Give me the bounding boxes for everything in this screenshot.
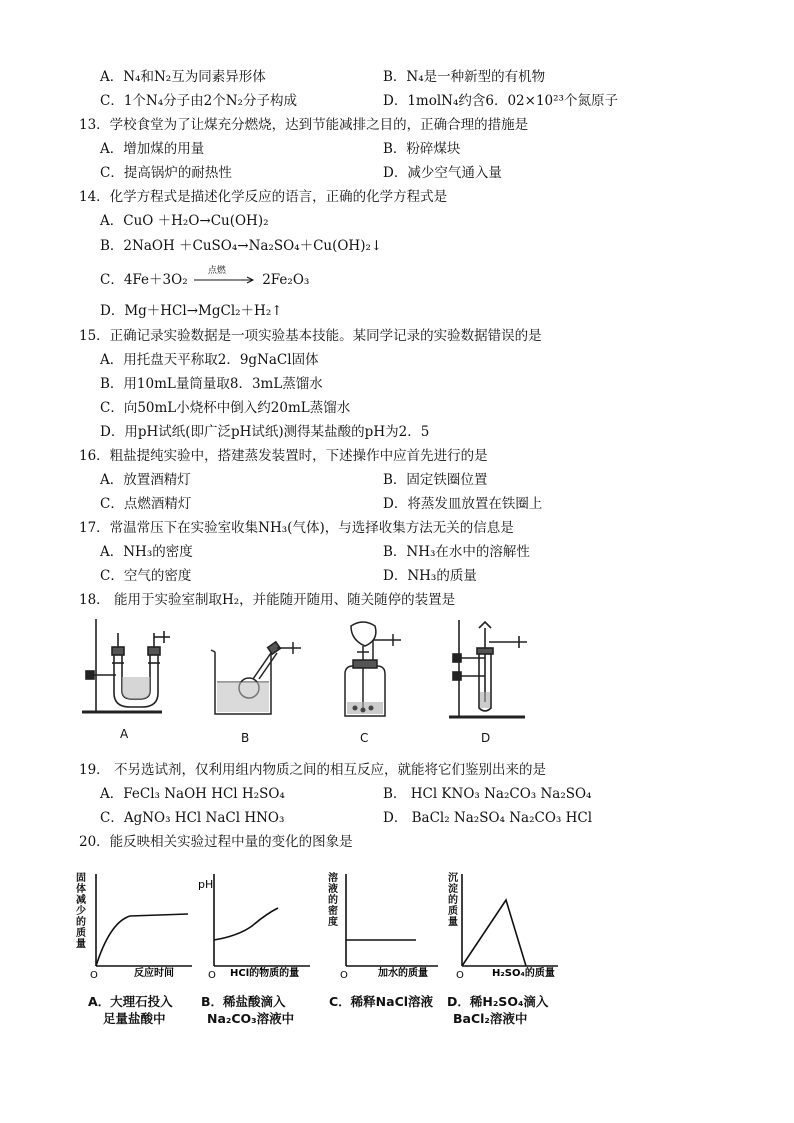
q12-option-d: D．1molN₄约含6．02×10²³个氮原子 (383, 93, 618, 109)
graph-c-caption-1: C．稀释NaCl溶液 (329, 994, 434, 1009)
reaction-condition: 点燃 (207, 266, 226, 276)
graph-d-line (462, 900, 526, 966)
q16-stem: 16．粗盐提纯实验中，搭建蒸发装置时，下述操作中应首先进行的是 (79, 448, 488, 464)
graph-b-caption-2: Na₂CO₃溶液中 (207, 1011, 295, 1026)
graph-a-xlabel: 反应时间 (134, 968, 174, 979)
graph-a-caption-1: A．大理石投入 (88, 994, 173, 1009)
graph-b-caption-1: B．稀盐酸滴入 (201, 994, 286, 1009)
q14-option-a: A．CuO ＋H₂O→Cu(OH)₂ (100, 213, 269, 229)
graph-c-origin: O (340, 970, 348, 980)
apparatus-d-label: D (481, 731, 491, 745)
q14-option-c-left: C．4Fe＋3O₂ (100, 272, 188, 288)
q13-option-c: C．提高锅炉的耐热性 (100, 165, 232, 181)
q16-option-b: B．固定铁圈位置 (383, 472, 488, 488)
q13-option-d: D．减少空气通入量 (383, 165, 502, 181)
graph-b (196, 870, 314, 980)
q17-option-b: B．NH₃在水中的溶解性 (383, 544, 530, 560)
graph-d-xlabel: H₂SO₄的质量 (492, 968, 555, 979)
q17-stem: 17．常温常压下在实验室收集NH₃(气体)，与选择收集方法无关的信息是 (79, 520, 514, 536)
graph-b-xlabel: HCl的物质的量 (230, 968, 300, 979)
q19-option-c: C．AgNO₃ HCl NaCl HNO₃ (100, 810, 285, 826)
q14-stem: 14．化学方程式是描述化学反应的语言，正确的化学方程式是 (79, 189, 448, 205)
q18-stem: 18． 能用于实验室制取H₂，并能随开随用、随关随停的装置是 (79, 592, 456, 608)
graph-a-origin: O (90, 970, 98, 980)
q13-option-a: A．增加煤的用量 (100, 141, 205, 157)
q12-option-b: B．N₄是一种新型的有机物 (383, 69, 546, 85)
graph-a-caption-2: 足量盐酸中 (103, 1011, 166, 1026)
apparatus-b-label: B (241, 731, 250, 745)
q12-option-c: C．1个N₄分子由2个N₂分子构成 (100, 93, 297, 109)
q15-option-c: C．向50mL小烧杯中倒入约20mL蒸馏水 (100, 400, 351, 416)
apparatus-d-figure (445, 618, 535, 722)
graph-d-caption-2: BaCl₂溶液中 (453, 1011, 528, 1026)
graph-d-caption-1: D．稀H₂SO₄滴入 (447, 994, 549, 1009)
q19-stem: 19． 不另选试剂，仅利用组内物质之间的相互反应，就能将它们鉴别出来的是 (79, 762, 546, 778)
graph-d (446, 870, 564, 980)
q19-option-b: B． HCl KNO₃ Na₂CO₃ Na₂SO₄ (383, 786, 592, 802)
q20-stem: 20．能反映相关实验过程中量的变化的图象是 (79, 834, 353, 850)
q17-option-c: C．空气的密度 (100, 568, 192, 584)
q17-option-a: A．NH₃的密度 (100, 544, 193, 560)
q14-option-c (100, 266, 310, 289)
apparatus-a-label: A (120, 727, 129, 741)
q16-option-d: D．将蒸发皿放置在铁圈上 (383, 496, 543, 512)
q12-option-a: A．N₄和N₂互为同素异形体 (100, 69, 266, 85)
apparatus-c-figure (335, 616, 423, 720)
q17-option-d: D．NH₃的质量 (383, 568, 477, 584)
apparatus-b-figure (205, 630, 305, 720)
q14-option-c-right: 2Fe₂O₃ (262, 272, 310, 288)
graph-a-ylabel: 固体减少的质量 (76, 873, 86, 950)
q13-stem: 13．学校食堂为了让煤充分燃烧，达到节能减排之目的，正确合理的措施是 (79, 117, 529, 133)
q19-option-a: A．FeCl₃ NaOH HCl H₂SO₄ (100, 786, 285, 802)
graph-a (76, 870, 196, 980)
q16-option-c: C．点燃酒精灯 (100, 496, 192, 512)
graph-a-curve (96, 914, 188, 966)
graph-c-ylabel: 溶液的密度 (328, 873, 338, 928)
reaction-arrow (192, 266, 258, 289)
q13-option-b: B．粉碎煤块 (383, 141, 461, 157)
graph-b-origin: O (208, 970, 216, 980)
graph-c-xlabel: 加水的质量 (378, 968, 428, 979)
apparatus-c-label: C (360, 731, 369, 745)
q15-stem: 15．正确记录实验数据是一项实验基本技能。某同学记录的实验数据错误的是 (79, 328, 542, 344)
graph-c (326, 870, 444, 980)
q14-option-b: B．2NaOH ＋CuSO₄→Na₂SO₄＋Cu(OH)₂↓ (100, 238, 383, 254)
graph-d-ylabel: 沉淀的质量 (448, 873, 458, 928)
graph-d-origin: O (456, 970, 464, 980)
q15-option-a: A．用托盘天平称取2．9gNaCl固体 (100, 352, 319, 368)
q14-option-d: D．Mg＋HCl→MgCl₂＋H₂↑ (100, 303, 283, 319)
q15-option-d: D．用pH试纸(即广泛pH试纸)测得某盐酸的pH为2．5 (100, 424, 430, 440)
q15-option-b: B．用10mL量筒量取8．3mL蒸馏水 (100, 376, 323, 392)
q16-option-a: A．放置酒精灯 (100, 472, 191, 488)
q19-option-d: D． BaCl₂ Na₂SO₄ Na₂CO₃ HCl (383, 810, 593, 826)
graph-b-curve (214, 908, 278, 940)
graph-b-ylabel: pH (198, 878, 214, 891)
apparatus-a-figure (76, 615, 170, 720)
